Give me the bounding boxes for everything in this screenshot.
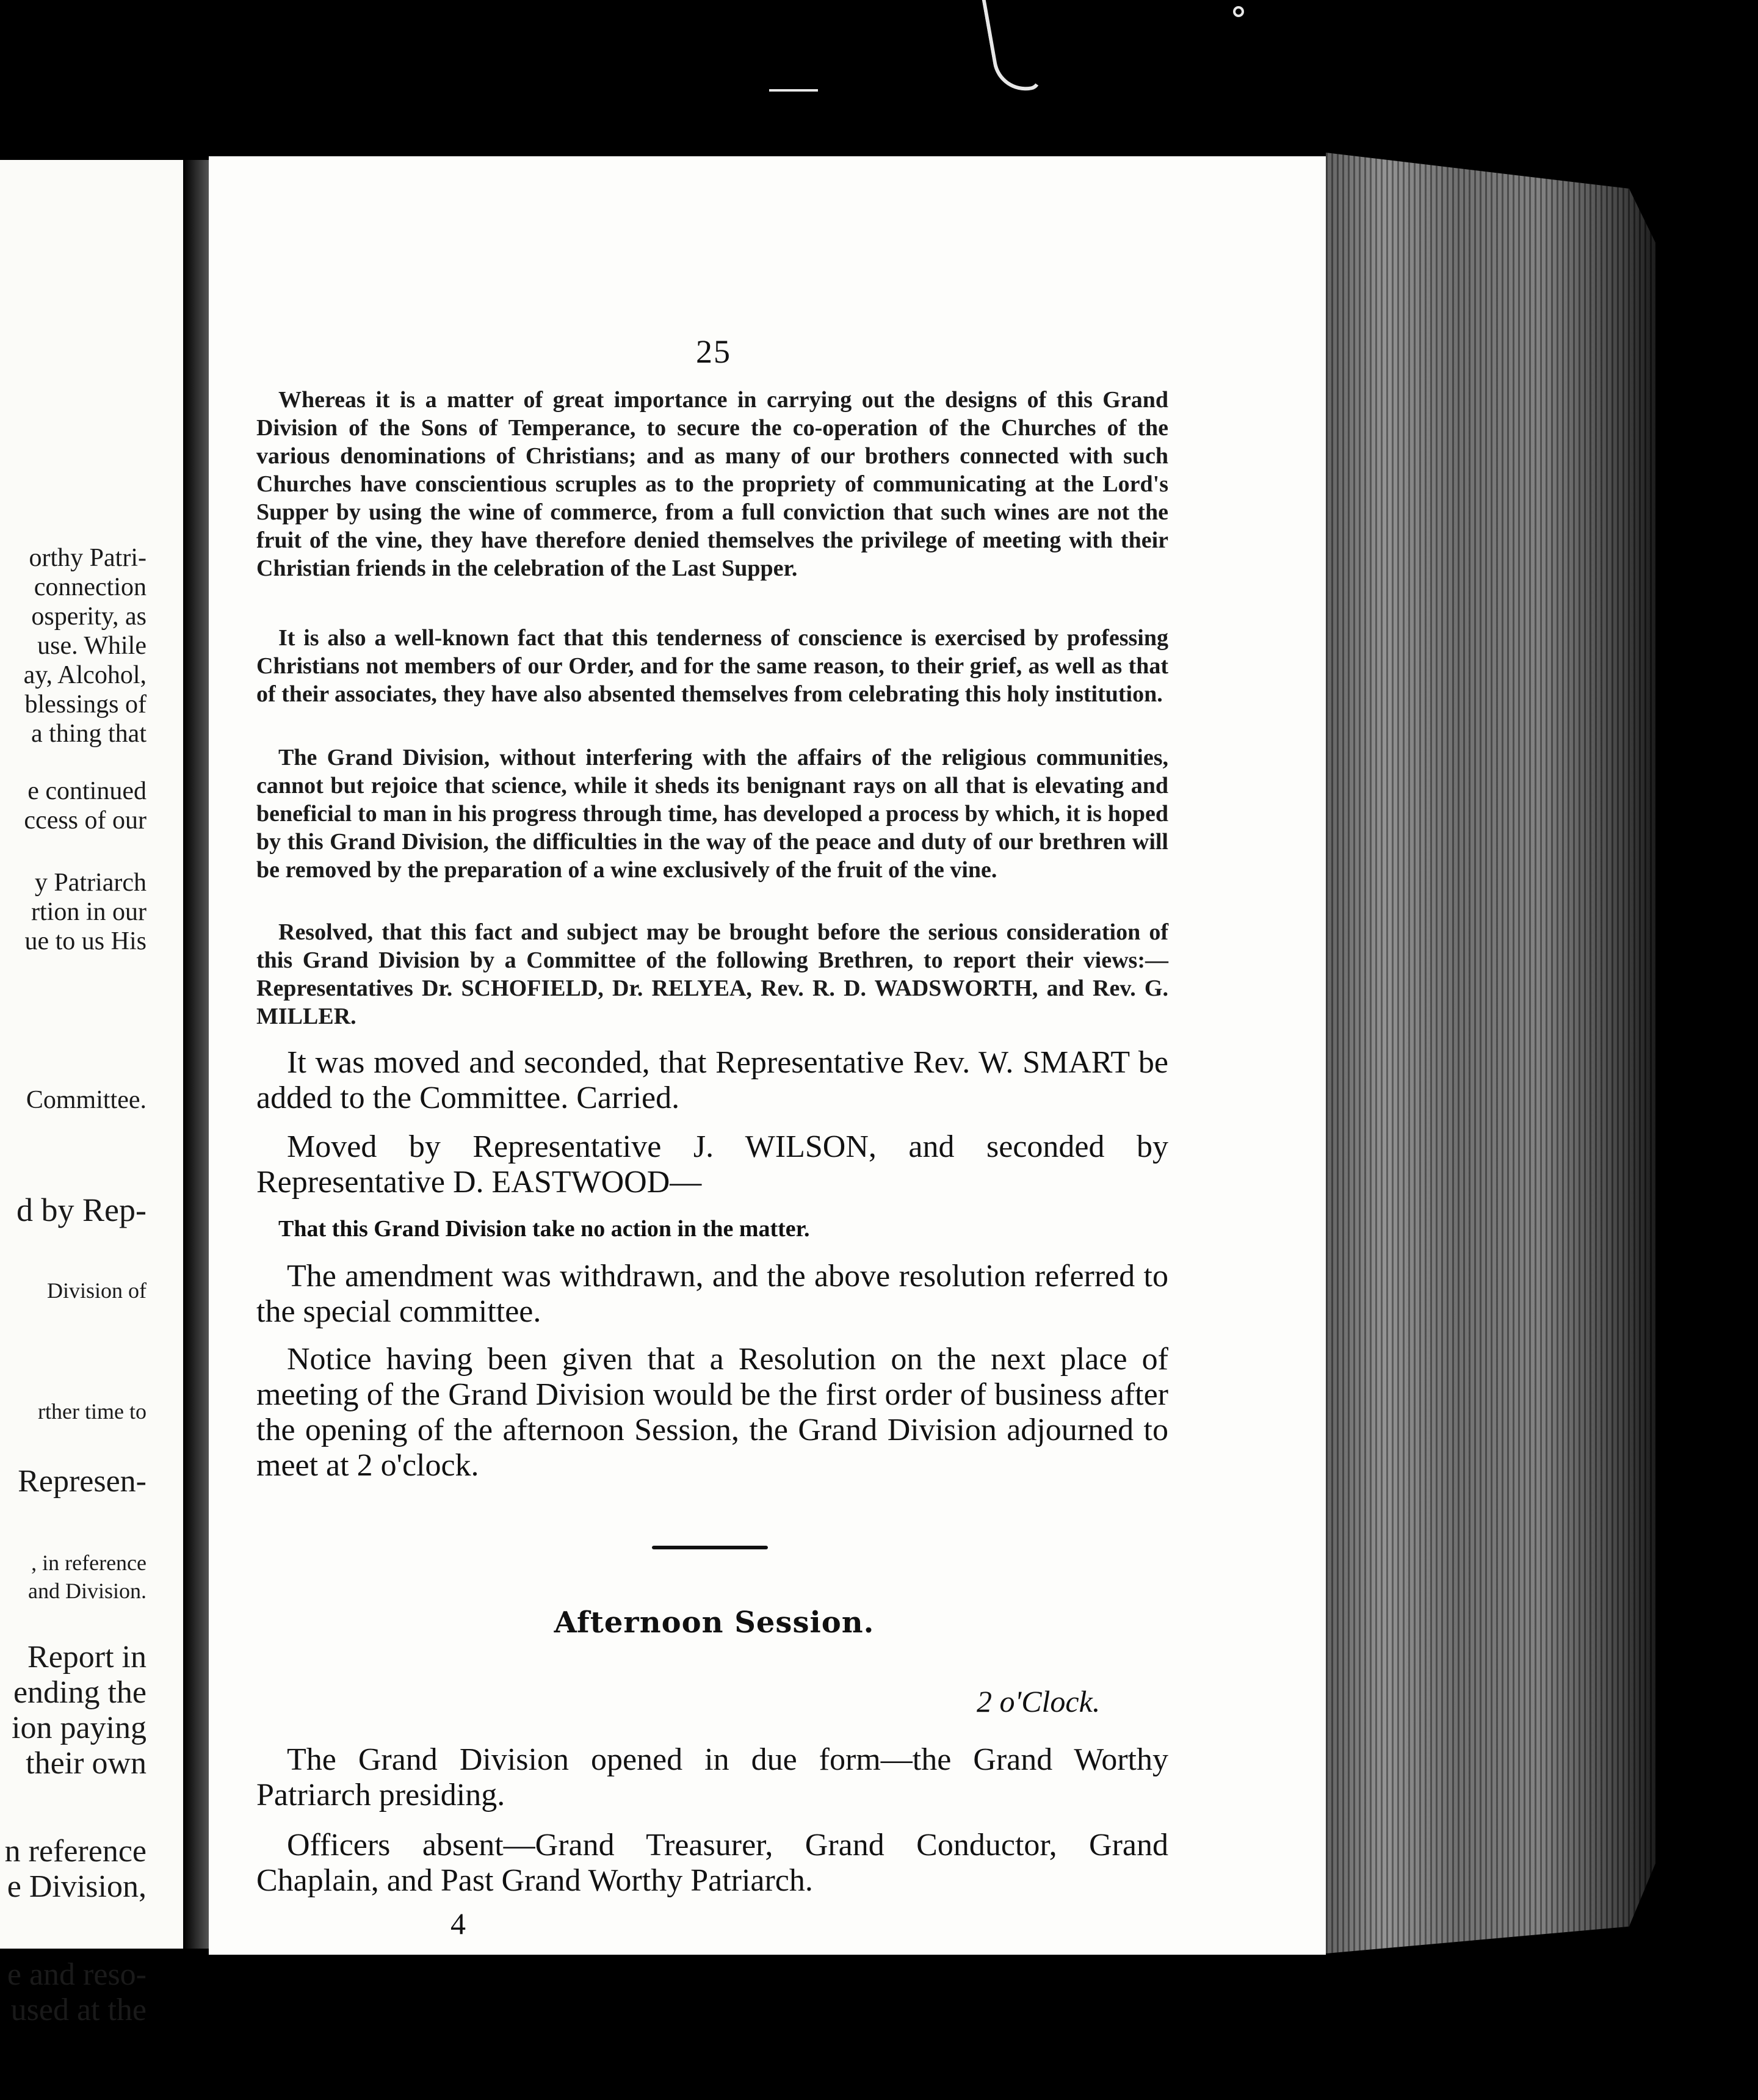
left-page-line: Division of: [46, 1278, 146, 1303]
paragraph-resolved: Resolved, that this fact and subject may be brought before the serious consideration of this Grand Division by a Committee of the following Brethren, to report their views:—Representatives Dr. SCHOFIELD, Dr. RELYEA, Rev. R. D. WADSWORTH, and Rev. G. MILLER.: [256, 919, 1168, 1029]
pencil-dash-mark: [769, 89, 818, 92]
paragraph-also: It is also a well-known fact that this tenderness of conscience is exercised by professing Christians not members of our Order, and for the same reason, to their grief, as well as that of their associates, they have also absented themselves from celebrating this holy institution.: [256, 625, 1168, 707]
left-page-line: ue to us His: [24, 927, 146, 955]
left-page-line: ccess of our: [24, 806, 146, 835]
page-number: 25: [696, 333, 731, 370]
book-gutter: [183, 160, 209, 1949]
speck-mark: [1233, 6, 1244, 17]
paragraph-moved-smart: It was moved and seconded, that Representative Rev. W. SMART be added to the Committee. Carried.: [256, 1045, 1168, 1115]
left-facing-page: [0, 160, 183, 2027]
left-page-line: ending the: [13, 1675, 146, 1710]
paragraph-moved-wilson: Moved by Representative J. WILSON, and seconded by Representative D. EASTWOOD—: [256, 1129, 1168, 1200]
left-page-line: Committee.: [26, 1086, 146, 1114]
paragraph-notice: Notice having been given that a Resolution on the next place of meeting of the Grand Division would be the first order of business after the opening of the afternoon Session, the Grand Division adjourned to meet at 2 o'clock.: [256, 1342, 1168, 1483]
paragraph-amendment-withdrawn: The amendment was withdrawn, and the above resolution referred to the special committee.: [256, 1259, 1168, 1329]
left-page-line: their own: [26, 1746, 146, 1781]
left-page-line: orthy Patri-: [29, 544, 146, 572]
left-page-line: d by Rep-: [16, 1192, 146, 1228]
section-rule: [652, 1546, 768, 1549]
left-page-line: rther time to: [38, 1399, 146, 1424]
paragraph-amendment-text: That this Grand Division take no action in the matter.: [278, 1216, 810, 1242]
left-page-line: rtion in our: [31, 898, 146, 926]
left-page-line: e continued: [27, 777, 146, 805]
left-page-line: Report in: [27, 1640, 146, 1675]
pencil-hook-mark: [980, 0, 1043, 96]
left-page-line: use. While: [37, 632, 146, 660]
paragraph-officers-absent: Officers absent—Grand Treasurer, Grand Conductor, Grand Chaplain, and Past Grand Worthy Patriarch.: [256, 1828, 1168, 1898]
session-time: 2 o'Clock.: [977, 1684, 1101, 1718]
book-page-edges: [1326, 153, 1655, 1953]
left-page-line: , in reference: [31, 1551, 146, 1575]
left-page-line: a thing that: [31, 720, 146, 748]
left-page-line: e Division,: [7, 1869, 146, 1904]
left-page-line: used at the: [10, 1993, 146, 2027]
section-heading: Afternoon Session.: [554, 1606, 875, 1640]
left-page-line: blessings of: [24, 690, 146, 719]
left-page-line: ion paying: [12, 1711, 146, 1745]
left-page-line: n reference: [4, 1834, 146, 1869]
left-page-line: Represen-: [18, 1464, 146, 1499]
paragraph-whereas: Whereas it is a matter of great importance in carrying out the designs of this Grand Division of the Sons of Temperance, to secure the co-operation of the Churches of the various denominations of Christians; and as many of our brothers connected with such Churches have conscientious scruples as to the propriety of communicating at the Lord's Supper by using the wine of commerce, from a full conviction that such wines are not the fruit of the vine, they have therefore denied themselves the privilege of meeting with their Christian friends in the celebration of the Last Supper.: [256, 387, 1168, 581]
left-page-line: and Division.: [28, 1579, 146, 1603]
left-page-line: connection: [34, 573, 146, 601]
paragraph-grand-division: The Grand Division, without interfering with the affairs of the religious communities, cannot but rejoice that science, while it sheds its benignant rays on all that is elevating and beneficial to man in his progress through time, has developed a process by which, it is hoped by this Grand Division, the difficulties in the way of the peace and duty of our brethren will be removed by the preparation of a wine exclusively of the fruit of the vine.: [256, 745, 1168, 883]
left-page-line: y Patriarch: [34, 869, 146, 897]
left-page-line: osperity, as: [31, 603, 146, 631]
left-page-line: e and reso-: [7, 1957, 146, 1992]
left-page-line: ay, Alcohol,: [23, 661, 146, 689]
paragraph-opened: The Grand Division opened in due form—the Grand Worthy Patriarch presiding.: [256, 1742, 1168, 1812]
signature-mark: 4: [450, 1906, 466, 1941]
